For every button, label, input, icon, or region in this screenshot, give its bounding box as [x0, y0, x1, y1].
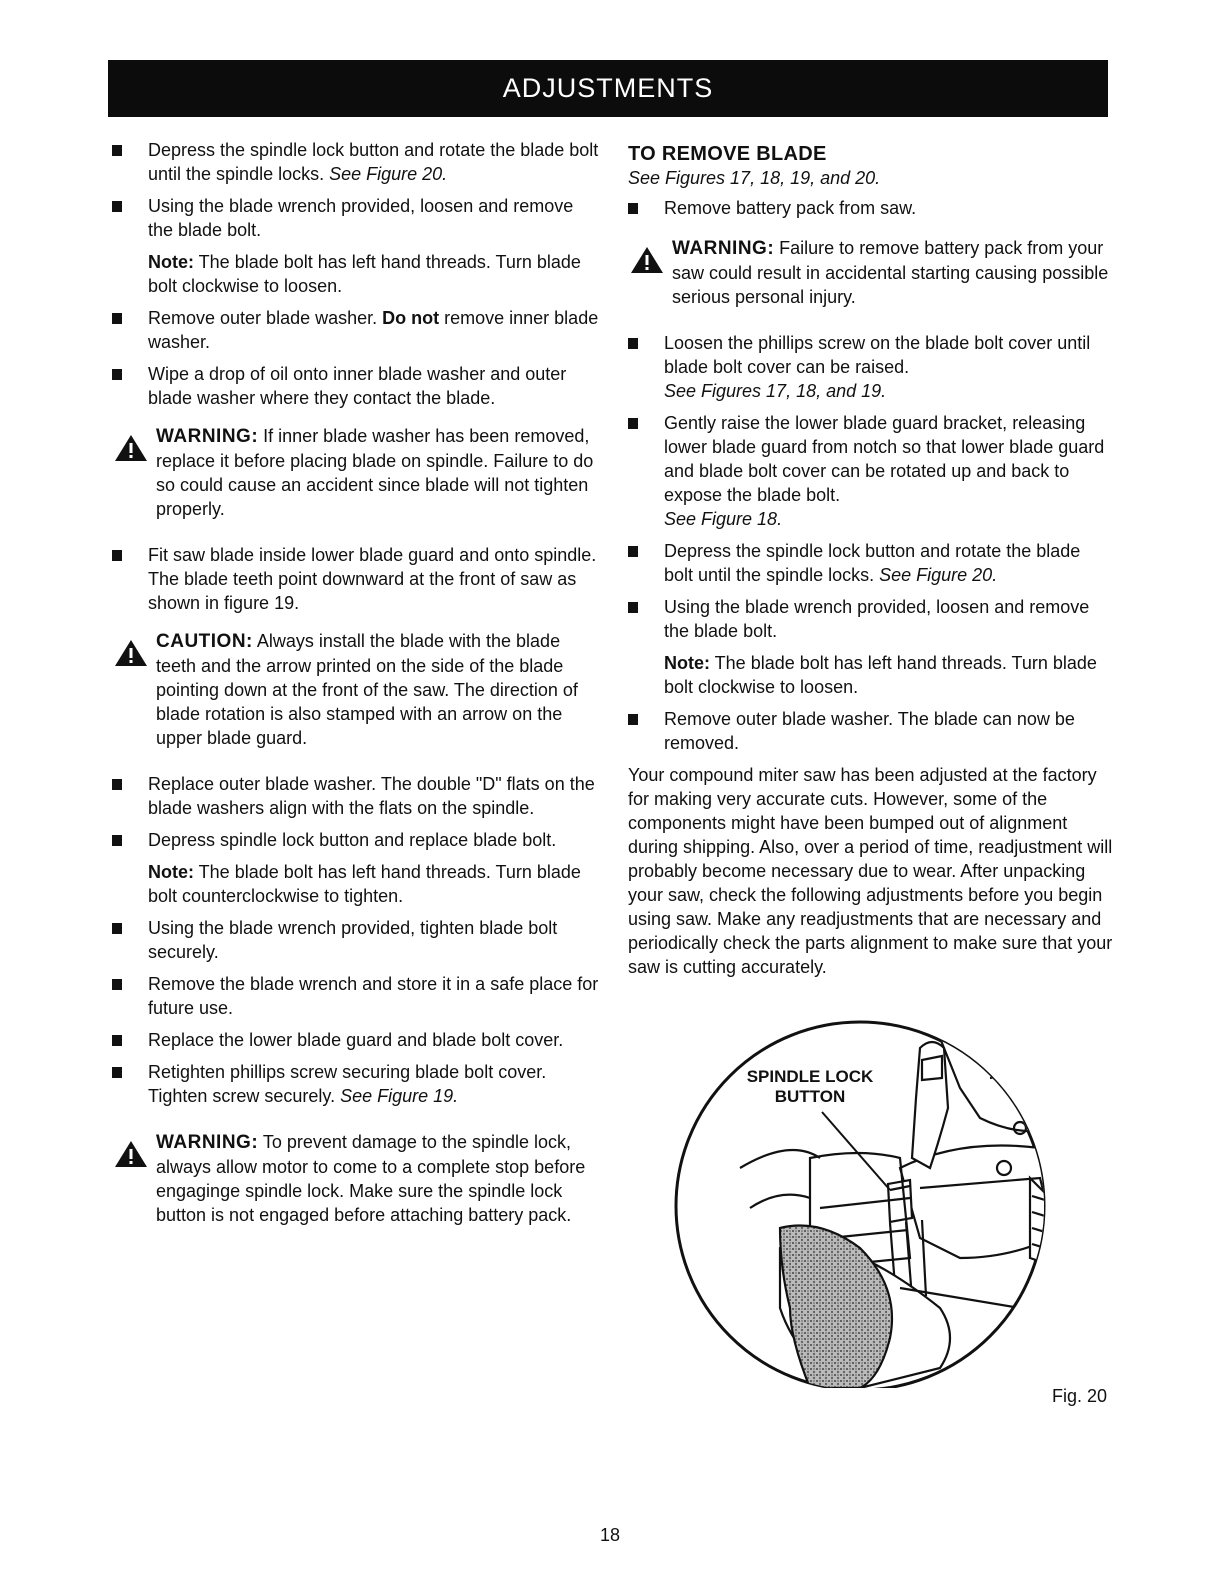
list-item: Remove outer blade washer. The blade can now be removed. [628, 707, 1114, 755]
callout-label: BUTTON [774, 1087, 846, 1106]
caution-box: CAUTION: Always install the blade with the blade teeth and the arrow printed on the side of the blade pointing down at the front of the saw. The direction of blade rotation is also stamped with an arrow on the upper blade guard. [112, 629, 602, 750]
note: Note: The blade bolt has left hand threads. Turn blade bolt clockwise to loosen. [148, 252, 581, 296]
warning-triangle-icon [114, 434, 148, 462]
list-item: Replace outer blade washer. The double "D" flats on the blade washers align with the flats on the spindle. [112, 772, 602, 820]
figure-reference: See Figure 20. [329, 164, 448, 184]
warning-box: WARNING: To prevent damage to the spindle lock, always allow motor to come to a complete stop before engaginge spindle lock. Make sure the spindle lock button is not engaged before attaching battery pack. [112, 1130, 602, 1227]
list-item: Fit saw blade inside lower blade guard and onto spindle. The blade teeth point downward at the front of saw as shown in figure 19. [112, 543, 602, 615]
list-item: Replace the lower blade guard and blade bolt cover. [112, 1028, 602, 1052]
list-item: Gently raise the lower blade guard bracket, releasing lower blade guard from notch so that lower blade guard and blade bolt cover can be rotated up and back to expose the blade bolt. See Figure 18. [628, 411, 1114, 531]
note: Note: The blade bolt has left hand threads. Turn blade bolt counterclockwise to tighten. [148, 862, 581, 906]
list-item: Using the blade wrench provided, tighten blade bolt securely. [112, 916, 602, 964]
list-item: Depress the spindle lock button and rotate the blade bolt until the spindle locks. See Figure 20. [112, 138, 602, 186]
list-item: Using the blade wrench provided, loosen and remove the blade bolt. [112, 194, 602, 242]
list-item: Depress the spindle lock button and rotate the blade bolt until the spindle locks. See Figure 20. [628, 539, 1114, 587]
section-banner [108, 60, 1108, 117]
page-number: 18 [599, 1525, 621, 1545]
warning-triangle-icon [114, 639, 148, 667]
section-heading: TO REMOVE BLADE [628, 143, 827, 165]
callout-label: SPINDLE LOCK [746, 1067, 874, 1086]
list-item: Loosen the phillips screw on the blade bolt cover until blade bolt cover can be raised. See Figures 17, 18, and 19. [628, 331, 1114, 403]
figure-reference: See Figure 18. [664, 509, 783, 529]
list-item: Retighten phillips screw securing blade bolt cover. Tighten screw securely. See Figure 19. [112, 1060, 602, 1108]
figure-caption: Fig. 20 [1052, 1386, 1108, 1406]
warning-box: WARNING: Failure to remove battery pack from your saw could result in accidental starting causing possible serious personal injury. [628, 236, 1114, 309]
list-item: Remove battery pack from saw. [628, 196, 1114, 220]
left-column [112, 138, 602, 1249]
page-title: ADJUSTMENTS [502, 73, 714, 103]
list-item: Using the blade wrench provided, loosen and remove the blade bolt. [628, 595, 1114, 643]
spindle-lock-figure [660, 1008, 1080, 1388]
warning-triangle-icon [114, 1140, 148, 1168]
section-reference: See Figures 17, 18, 19, and 20. [628, 168, 881, 188]
figure-reference: See Figure 20. [879, 565, 998, 585]
adjustment-paragraph: Your compound miter saw has been adjusted at the factory for making very accurate cuts. However, some of the components might have been bumped out of alignment during shipping. Also, over a period of time, readjustment will probably become necessary due to wear. After unpacking your saw, check the following adjustments before you begin using saw. Make any readjustments that are necessary and periodically check the parts alignment to make sure that your saw is cutting accurately. [628, 765, 1113, 977]
list-item: Remove outer blade washer. Do not remove inner blade washer. [112, 306, 602, 354]
list-item: Wipe a drop of oil onto inner blade washer and outer blade washer where they contact the blade. [112, 362, 602, 410]
figure-reference: See Figure 19. [340, 1086, 459, 1106]
warning-box: WARNING: If inner blade washer has been removed, replace it before placing blade on spindle. Failure to do so could cause an accident since blade will not tighten properly. [112, 424, 602, 521]
list-item: Depress spindle lock button and replace blade bolt. [112, 828, 602, 852]
list-item: Remove the blade wrench and store it in a safe place for future use. [112, 972, 602, 1020]
figure-reference: See Figures 17, 18, and 19. [664, 381, 887, 401]
right-column [628, 138, 1114, 979]
note: Note: The blade bolt has left hand threads. Turn blade bolt clockwise to loosen. [664, 653, 1097, 697]
warning-triangle-icon [630, 246, 664, 274]
